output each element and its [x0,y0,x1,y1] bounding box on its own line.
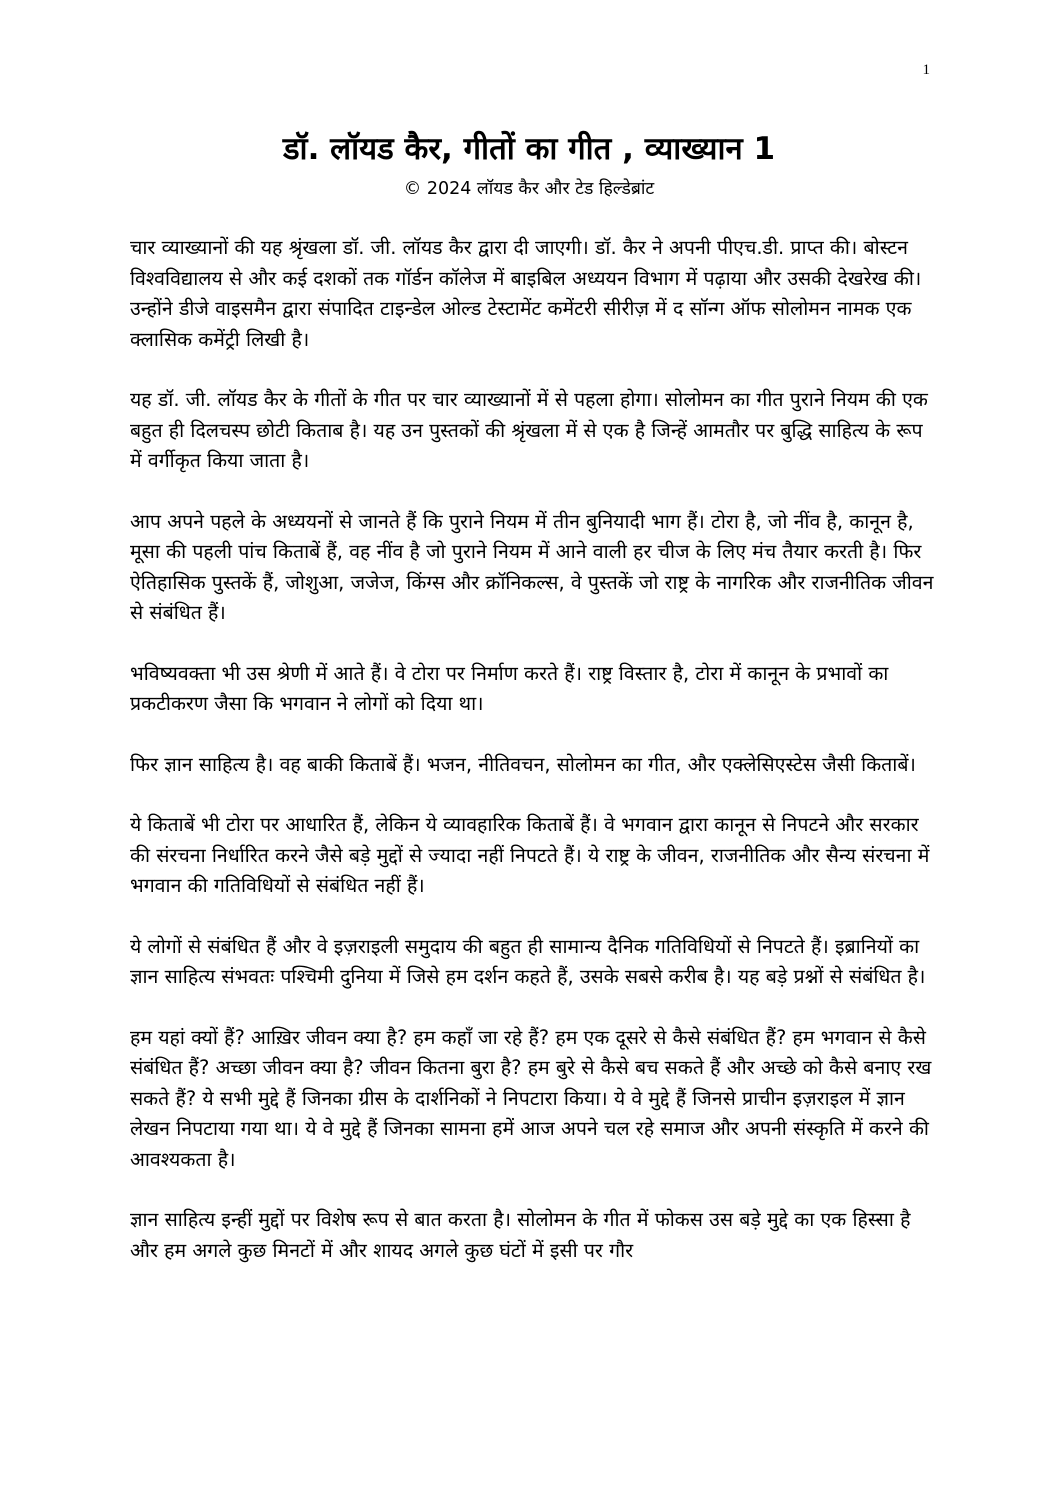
paragraph: फिर ज्ञान साहित्य है। वह बाकी किताबें हैं। भजन, नीतिवचन, सोलोमन का गीत, और एक्लेसिएस्टेस जैसी किताबें। [130,752,916,776]
paragraph: यह डॉ. जी. लॉयड कैर के गीतों के गीत पर चार व्याख्यानों में से पहला होगा। सोलोमन का गीत पुराने नियम की एक बहुत ही दिलचस्प छोटी किताब है। यह उन पुस्तकों की श्रृंखला में से एक है जिन्हें आमतौर पर बुद्धि साहित्य के रूप में वर्गीकृत किया जाता है। [130,388,928,472]
paragraph: हम यहां क्यों हैं? आख़िर जीवन क्या है? हम कहाँ जा रहे हैं? हम एक दूसरे से कैसे संबंधित हैं? हम भगवान से कैसे संबंधित हैं? अच्छा जीवन क्या है? जीवन कितना बुरा है? हम बुरे से कैसे बच सकते हैं और अच्छे को कैसे बनाए रख सकते हैं? ये सभी मुद्दे हैं जिनका ग्रीस के दार्शनिकों ने निपटारा किया। ये वे मुद्दे हैं जिनसे प्राचीन इज़राइल में ज्ञान लेखन निपटाया गया था। ये वे मुद्दे हैं जिनका सामना हमें आज अपने चल रहे समाज और अपनी संस्कृति में करने की आवश्यकता है। [130,1025,932,1171]
paragraph: भविष्यवक्ता भी उस श्रेणी में आते हैं। वे टोरा पर निर्माण करते हैं। राष्ट्र विस्तार है, टोरा में कानून के प्रभावों का प्रकटीकरण जैसा कि भगवान ने लोगों को दिया था। [130,661,889,715]
paragraph: ये लोगों से संबंधित हैं और वे इज़राइली समुदाय की बहुत ही सामान्य दैनिक गतिविधियों से निपटते हैं। इब्रानियों का ज्ञान साहित्य संभवतः पश्चिमी दुनिया में जिसे हम दर्शन कहते हैं, उसके सबसे करीब है। यह बड़े प्रश्नों से संबंधित है। [130,934,926,988]
copyright-line: © 2024 लॉयड कैर और टेड हिल्डेब्रांट [403,179,655,199]
document-title: डॉ. लॉयड कैर, गीतों का गीत , व्याख्यान 1 [282,131,776,167]
paragraph: चार व्याख्यानों की यह श्रृंखला डॉ. जी. लॉयड कैर द्वारा दी जाएगी। डॉ. कैर ने अपनी पीएच.डी. प्राप्त की। बोस्टन विश्वविद्यालय से और कई दशकों तक गॉर्डन कॉलेज में बाइबिल अध्ययन विभाग में पढ़ाया और उसकी देखरेख की। उन्होंने डीजे वाइसमैन द्वारा संपादित टाइन्डेल ओल्ड टेस्टामेंट कमेंटरी सीरीज़ में द सॉन्ग ऑफ सोलोमन नामक एक क्लासिक कमेंट्री लिखी है। [130,236,922,351]
paragraph: आप अपने पहले के अध्ययनों से जानते हैं कि पुराने नियम में तीन बुनियादी भाग हैं। टोरा है, जो नींव है, कानून है, मूसा की पहली पांच किताबें हैं, वह नींव है जो पुराने नियम में आने वाली हर चीज के लिए मंच तैयार करती है। फिर ऐतिहासिक पुस्तकें हैं, जोशुआ, जजेज, किंग्स और क्रॉनिकल्स, वे पुस्तकें जो राष्ट्र के नागरिक और राजनीतिक जीवन से संबंधित हैं। [130,509,934,624]
paragraph: ये किताबें भी टोरा पर आधारित हैं, लेकिन ये व्यावहारिक किताबें हैं। वे भगवान द्वारा कानून से निपटने और सरकार की संरचना निर्धारित करने जैसे बड़े मुद्दों से ज्यादा नहीं निपटते हैं। ये राष्ट्र के जीवन, राजनीतिक और सैन्य संरचना में भगवान की गतिविधियों से संबंधित नहीं हैं। [130,813,930,897]
paragraph: ज्ञान साहित्य इन्हीं मुद्दों पर विशेष रूप से बात करता है। सोलोमन के गीत में फोकस उस बड़े मुद्दे का एक हिस्सा है और हम अगले कुछ मिनटों में और शायद अगले कुछ घंटों में इसी पर गौर [130,1208,911,1262]
page-number: 1 [922,62,930,78]
document-body [130,233,934,1296]
